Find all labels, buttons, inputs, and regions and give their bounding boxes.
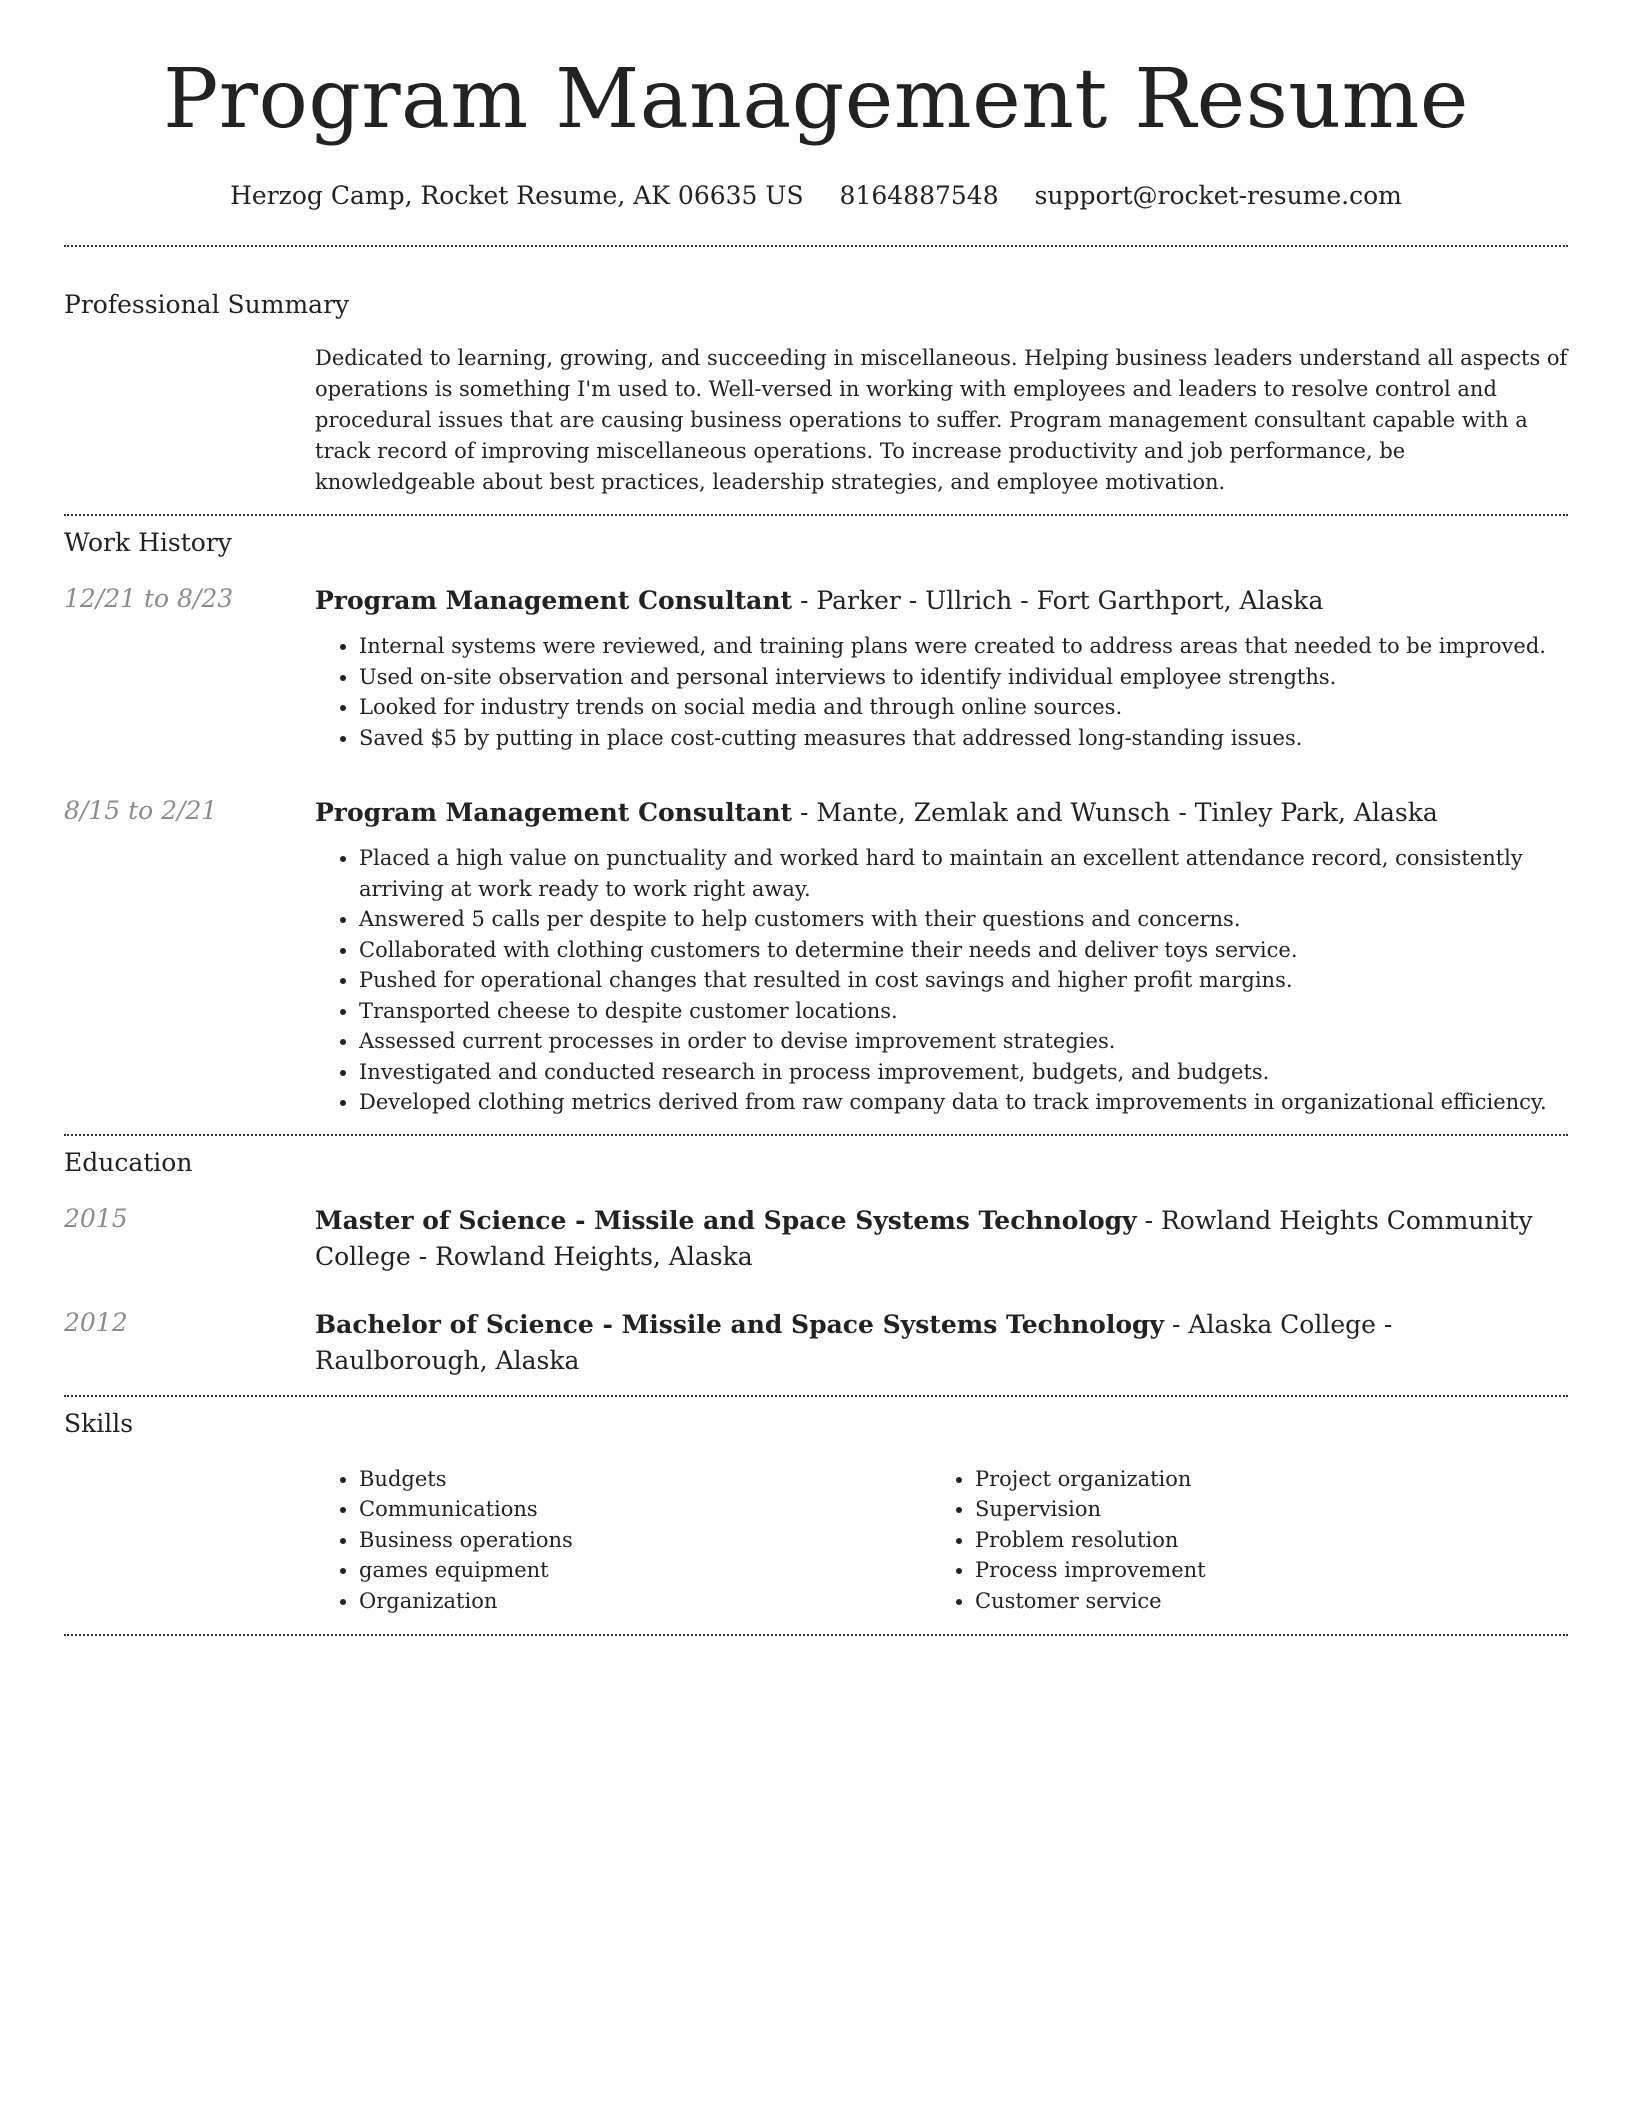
resume-page: [64, 0, 1568, 1636]
skill-item: • games equipment: [359, 1555, 931, 1586]
job-content: [315, 583, 1568, 753]
skill-item: • Business operations: [359, 1525, 931, 1556]
work-history-heading: Work History: [64, 528, 232, 557]
job-title: Program Management Consultant: [315, 586, 793, 615]
job-employer: - Parker - Ullrich - Fort Garthport, Alaska: [792, 586, 1324, 615]
education-entry: [64, 1307, 1568, 1379]
education-degree: Bachelor of Science - Missile and Space Systems Technology: [315, 1309, 1165, 1339]
contact-line: [64, 180, 1568, 212]
skill-item: • Problem resolution: [975, 1525, 1547, 1556]
job-bullets: [315, 843, 1568, 1118]
skill-item: • Organization: [359, 1586, 931, 1617]
skill-item: • Supervision: [975, 1494, 1547, 1525]
education-degree: Master of Science - Missile and Space Systems Technology: [315, 1205, 1137, 1235]
education-school: - Rowland Heights Community College - Rowland Heights, Alaska: [315, 1205, 1533, 1271]
education-school: - Alaska College - Raulborough, Alaska: [315, 1309, 1393, 1375]
contact-email: support@rocket-resume.com: [1034, 181, 1402, 210]
job-heading: [315, 583, 1568, 619]
job-bullets: [315, 631, 1568, 753]
education-heading: Education: [64, 1147, 193, 1177]
list-item: • Placed a high value on punctuality and worked hard to maintain an excellent attendance record, consistently arriving at work ready to work right away.: [359, 843, 1568, 904]
list-item: • Saved $5 by putting in place cost-cutting measures that addressed long-standing issues.: [359, 723, 1568, 754]
list-item: • Internal systems were reviewed, and training plans were created to address areas that needed to be improved.: [359, 631, 1568, 662]
skills-heading: Skills: [64, 1408, 134, 1438]
education-details: [315, 1203, 1568, 1275]
section-divider: [64, 1634, 1568, 1636]
section-divider: [64, 1134, 1568, 1136]
job-employer: - Mante, Zemlak and Wunsch - Tinley Park, Alaska: [792, 798, 1438, 827]
summary-text: Dedicated to learning, growing, and succeeding in miscellaneous. Helping business leaders understand all aspects of operations is something I'm used to. Well-versed in working with employees and leaders to resolve control and procedural issues that are causing business operations to suffer. Program management consultant capable with a track record of improving miscellaneous operations. To increase productivity and job performance, be knowledgeable about best practices, leadership strategies, and employee motivation.: [315, 346, 1568, 494]
section-divider: [64, 1395, 1568, 1397]
skill-item: • Customer service: [975, 1586, 1547, 1617]
job-dates: 12/21 to 8/23: [64, 584, 234, 613]
job-title: Program Management Consultant: [315, 798, 793, 827]
section-divider: [64, 514, 1568, 516]
list-item: • Looked for industry trends on social media and through online sources.: [359, 692, 1568, 723]
list-item: • Collaborated with clothing customers to determine their needs and deliver toys service.: [359, 935, 1568, 966]
skill-item: • Process improvement: [975, 1555, 1547, 1586]
list-item: • Used on-site observation and personal interviews to identify individual employee strengths.: [359, 662, 1568, 693]
skill-item: • Project organization: [975, 1464, 1547, 1495]
education-year: 2012: [64, 1307, 128, 1337]
section-divider: [64, 245, 1568, 247]
contact-phone: 8164887548: [839, 181, 999, 210]
list-item: • Answered 5 calls per despite to help customers with their questions and concerns.: [359, 904, 1568, 935]
job-heading: [315, 795, 1568, 831]
job-content: [315, 795, 1568, 1118]
education-year: 2015: [64, 1203, 128, 1233]
skill-item: • Communications: [359, 1494, 931, 1525]
skills-list: [315, 1464, 1568, 1617]
resume-title: Program Management Resume: [163, 52, 1469, 147]
job-entry: [64, 583, 1568, 753]
list-item: • Transported cheese to despite customer locations.: [359, 996, 1568, 1027]
list-item: • Developed clothing metrics derived from raw company data to track improvements in organizational efficiency.: [359, 1087, 1568, 1118]
list-item: • Pushed for operational changes that resulted in cost savings and higher profit margins.: [359, 965, 1568, 996]
summary-heading: Professional Summary: [64, 290, 350, 319]
job-entry: [64, 795, 1568, 1118]
job-dates: 8/15 to 2/21: [64, 796, 218, 825]
list-item: • Assessed current processes in order to devise improvement strategies.: [359, 1026, 1568, 1057]
skills-column-left: [315, 1464, 931, 1617]
list-item: • Investigated and conducted research in process improvement, budgets, and budgets.: [359, 1057, 1568, 1088]
education-entry: [64, 1203, 1568, 1275]
contact-address: Herzog Camp, Rocket Resume, AK 06635 US: [230, 181, 804, 210]
skills-column-right: [931, 1464, 1547, 1617]
education-details: [315, 1307, 1568, 1379]
skill-item: • Budgets: [359, 1464, 931, 1495]
